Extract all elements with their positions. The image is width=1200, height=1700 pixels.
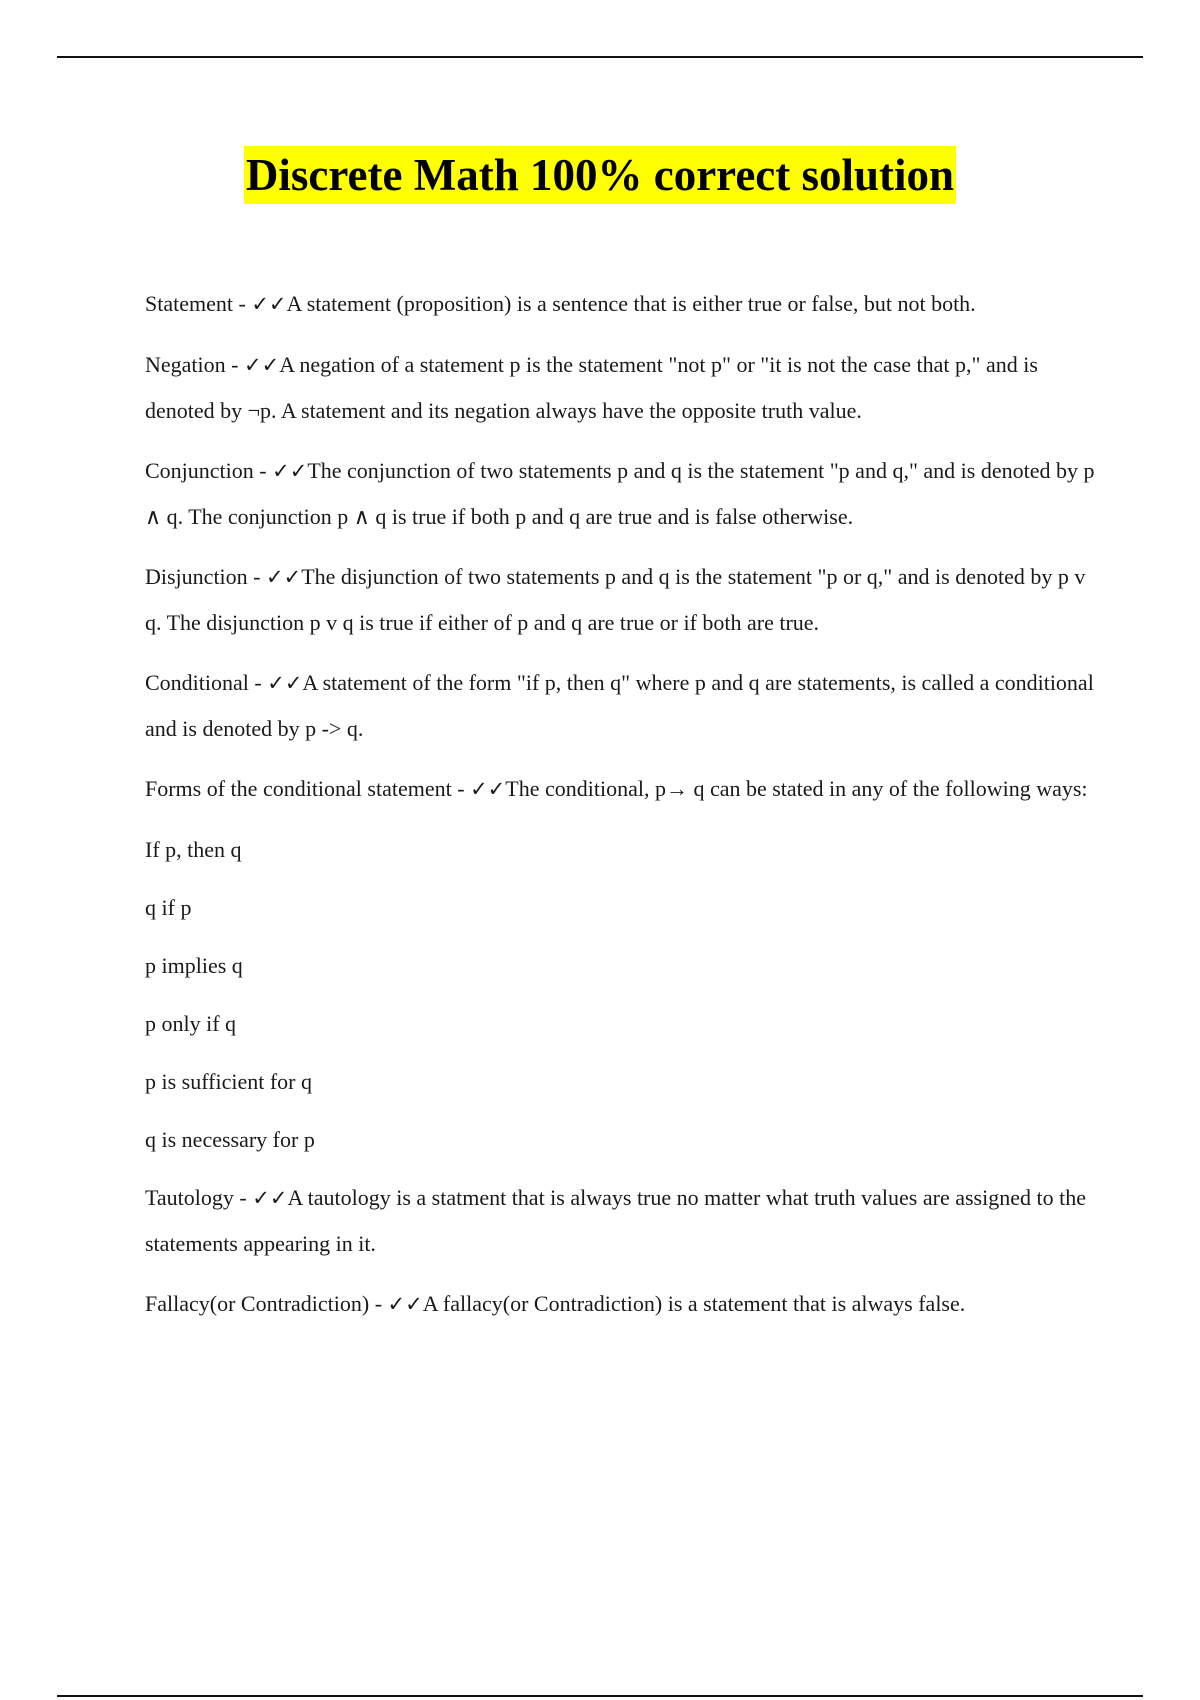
conditional-form-line: If p, then q: [145, 837, 242, 862]
top-rule: [57, 56, 1143, 58]
entry-definition: A statement of the form "if p, then q" where p and q are statements, is called a conditional and is denoted by p -> q.: [145, 670, 1094, 741]
entry-separator: -: [451, 776, 471, 801]
definition-entry: [145, 766, 1095, 812]
check-marks-icon: ✓✓: [470, 777, 506, 801]
entry-term: Fallacy(or Contradiction): [145, 1291, 370, 1316]
entry-term: Negation: [145, 352, 226, 377]
definition-entry: [145, 448, 1095, 539]
definition-entry: [145, 554, 1095, 645]
entry-definition: The conjunction of two statements p and q is the statement "p and q," and is denoted by p ∧ q. The conjunction p ∧ q is true if both p and q are true and is false otherwise.: [145, 458, 1095, 529]
entry-separator: -: [233, 1185, 253, 1210]
entry-term: Disjunction: [145, 564, 248, 589]
conditional-form-line: p only if q: [145, 1011, 237, 1036]
entry-term: Conjunction: [145, 458, 254, 483]
entry-definition: A negation of a statement p is the statement "not p" or "it is not the case that p," and is denoted by ¬p. A statement and its negation always have the opposite truth value.: [145, 352, 1038, 423]
entry-definition: A fallacy(or Contradiction) is a statement that is always false.: [422, 1291, 966, 1316]
entry-term: Forms of the conditional statement: [145, 776, 452, 801]
check-marks-icon: ✓✓: [387, 1292, 423, 1316]
document-body: [145, 281, 1095, 1342]
entry-term: Statement: [145, 291, 233, 316]
bottom-rule: [57, 1695, 1143, 1697]
title-container: [0, 146, 1200, 204]
entry-definition: A tautology is a statment that is always true no matter what truth values are assigned to the statements appearing in it.: [145, 1185, 1086, 1256]
conditional-form-line: q is necessary for p: [145, 1127, 315, 1152]
definition-entry: [145, 1175, 1095, 1266]
entry-definition: The disjunction of two statements p and q is the statement "p or q," and is denoted by p v q. The disjunction p v q is true if either of p and q are true or if both are true.: [145, 564, 1086, 635]
entry-term: Conditional: [145, 670, 249, 695]
entry-separator: -: [247, 564, 266, 589]
definition-entry: [145, 660, 1095, 751]
entry-separator: -: [225, 352, 244, 377]
check-marks-icon: ✓✓: [251, 292, 287, 316]
conditional-form-line: p is sufficient for q: [145, 1069, 313, 1094]
entry-separator: -: [253, 458, 273, 483]
conditional-form-line: p implies q: [145, 953, 243, 978]
entry-term: Tautology: [145, 1185, 234, 1210]
check-marks-icon: ✓✓: [243, 353, 280, 377]
document-title: Discrete Math 100% correct solution: [244, 146, 956, 204]
conditional-form-line: q if p: [145, 895, 192, 920]
definition-entry: [145, 1281, 1095, 1327]
definition-entry: [145, 342, 1095, 433]
entry-definition: The conditional, p→ q can be stated in any of the following ways:: [505, 776, 1088, 801]
check-marks-icon: ✓✓: [272, 459, 308, 483]
entry-definition: A statement (proposition) is a sentence that is either true or false, but not both.: [286, 291, 976, 316]
check-marks-icon: ✓✓: [252, 1186, 288, 1210]
entry-separator: -: [369, 1291, 388, 1316]
definition-entry: [145, 281, 1095, 327]
entry-separator: -: [248, 670, 268, 695]
check-marks-icon: ✓✓: [267, 671, 303, 695]
check-marks-icon: ✓✓: [266, 565, 302, 589]
entry-separator: -: [232, 291, 252, 316]
